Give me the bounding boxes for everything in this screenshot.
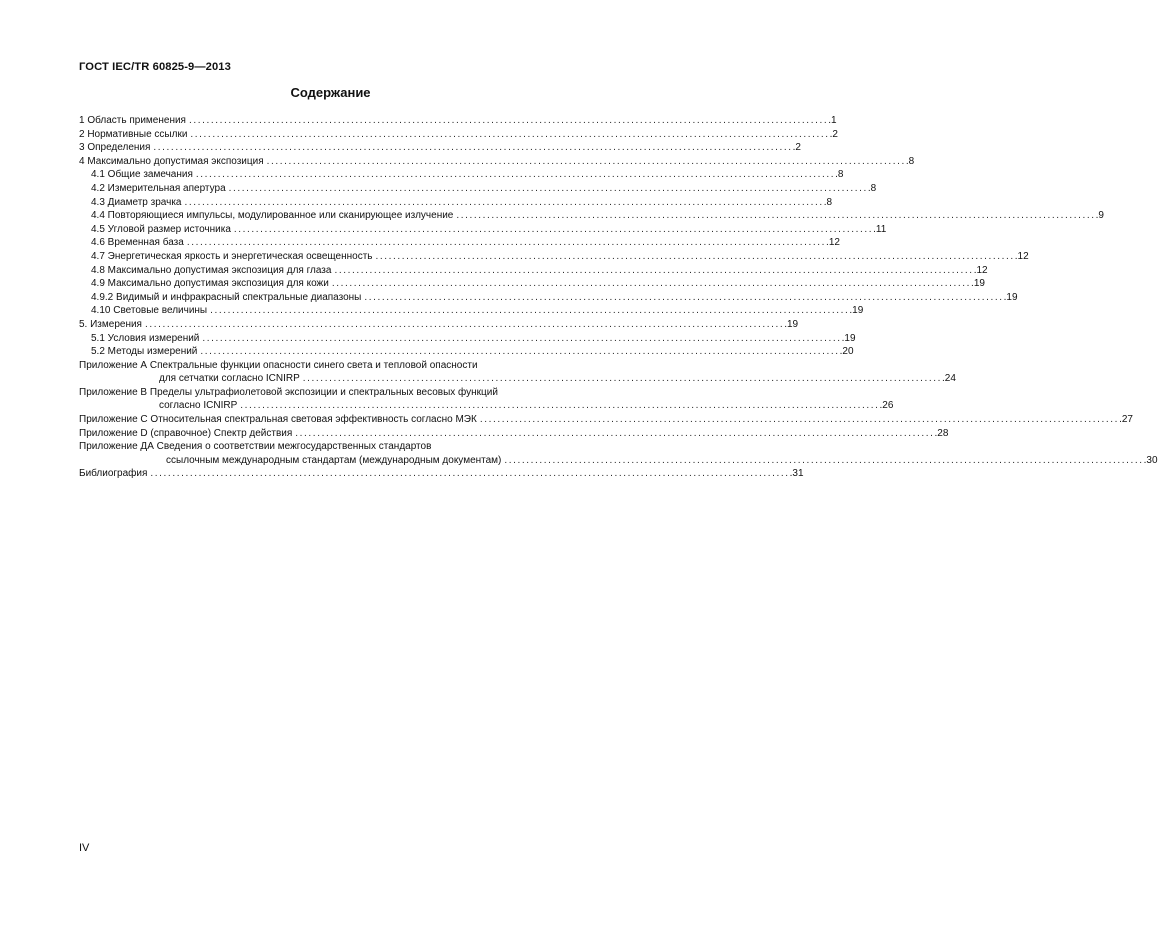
toc-entry-appendix-da[interactable]: ссылочным международным стандартам (международным документам) .................................................................................................................................................. .30 [166, 454, 1158, 466]
toc-entry-3[interactable]: 3 Определения .................................................................................................................................................. .2 [79, 142, 801, 154]
toc-entry-5[interactable]: 5. Измерения .................................................................................................................................................. .19 [79, 318, 799, 330]
toc-entry-1[interactable]: 1 Область применения .................................................................................................................................................. .1 [79, 115, 837, 126]
toc-entry-4-2[interactable]: 4.2 Измерительная апертура .................................................................................................................................................. .8 [91, 182, 877, 194]
toc-entry-4-10[interactable]: 4.10 Световые величины .................................................................................................................................................. .19 [91, 305, 864, 317]
document-code-header: ГОСТ IEC/TR 60825-9—2013 [79, 61, 231, 73]
toc-entry-5-1[interactable]: 5.1 Условия измерений .................................................................................................................................................. .19 [91, 332, 856, 344]
toc-entry-appendix-a-title[interactable]: Приложение А Спектральные функции опасности синего света и тепловой опасности [79, 359, 478, 371]
toc-entry-4-9-2[interactable]: 4.9.2 Видимый и инфракрасный спектральные диапазоны .................................................................................................................................................. .19 [91, 291, 1018, 303]
toc-entry-4-6[interactable]: 4.6 Временная база .................................................................................................................................................. .12 [91, 237, 840, 249]
toc-entry-4-7[interactable]: 4.7 Энергетическая яркость и энергетическая освещенность .................................................................................................................................................. .12 [91, 250, 1029, 262]
table-of-contents [79, 114, 1158, 481]
toc-entry-appendix-a[interactable]: для сетчатки согласно ICNIRP .................................................................................................................................................. .24 [159, 373, 956, 385]
toc-entry-4-9[interactable]: 4.9 Максимально допустимая экспозиция для кожи .................................................................................................................................................. .19 [91, 278, 985, 290]
toc-entry-appendix-b[interactable]: согласно ICNIRP .................................................................................................................................................. .26 [159, 400, 894, 412]
toc-entry-4-3[interactable]: 4.3 Диаметр зрачка .................................................................................................................................................. .8 [91, 196, 833, 208]
page-title: Содержание [290, 85, 371, 100]
toc-entry-4-4[interactable]: 4.4 Повторяющиеся импульсы, модулированное или сканирующее излучение .................................................................................................................................................. .9 [91, 210, 1104, 222]
toc-entry-appendix-b-title[interactable]: Приложение В Пределы ультрафиолетовой экспозиции и спектральных весовых функций [79, 386, 498, 398]
toc-entry-4-1[interactable]: 4.1 Общие замечания .................................................................................................................................................. .8 [91, 169, 844, 181]
toc-entry-5-2[interactable]: 5.2 Методы измерений .................................................................................................................................................. .20 [91, 346, 854, 358]
toc-entry-2[interactable]: 2 Нормативные ссылки .................................................................................................................................................. .2 [79, 128, 838, 140]
toc-entry-bibliography[interactable]: Библиография .................................................................................................................................................. .31 [79, 468, 804, 480]
toc-entry-4-8[interactable]: 4.8 Максимально допустимая экспозиция для глаза .................................................................................................................................................. .12 [91, 264, 988, 276]
toc-entry-appendix-c[interactable]: Приложение С Относительная спектральная световая эффективность согласно МЭК .................................................................................................................................................. .27 [79, 414, 1133, 426]
toc-entry-appendix-da-title[interactable]: Приложение ДА Сведения о соответствии межгосударственных стандартов [79, 441, 432, 453]
toc-entry-4-5[interactable]: 4.5 Угловой размер источника .................................................................................................................................................. .11 [91, 223, 887, 235]
page-number: IV [79, 842, 90, 854]
toc-entry-appendix-d[interactable]: Приложение D (справочное) Спектр действия .................................................................................................................................................. .28 [79, 427, 949, 439]
toc-entry-4[interactable]: 4 Максимально допустимая экспозиция .................................................................................................................................................. .8 [79, 155, 915, 167]
